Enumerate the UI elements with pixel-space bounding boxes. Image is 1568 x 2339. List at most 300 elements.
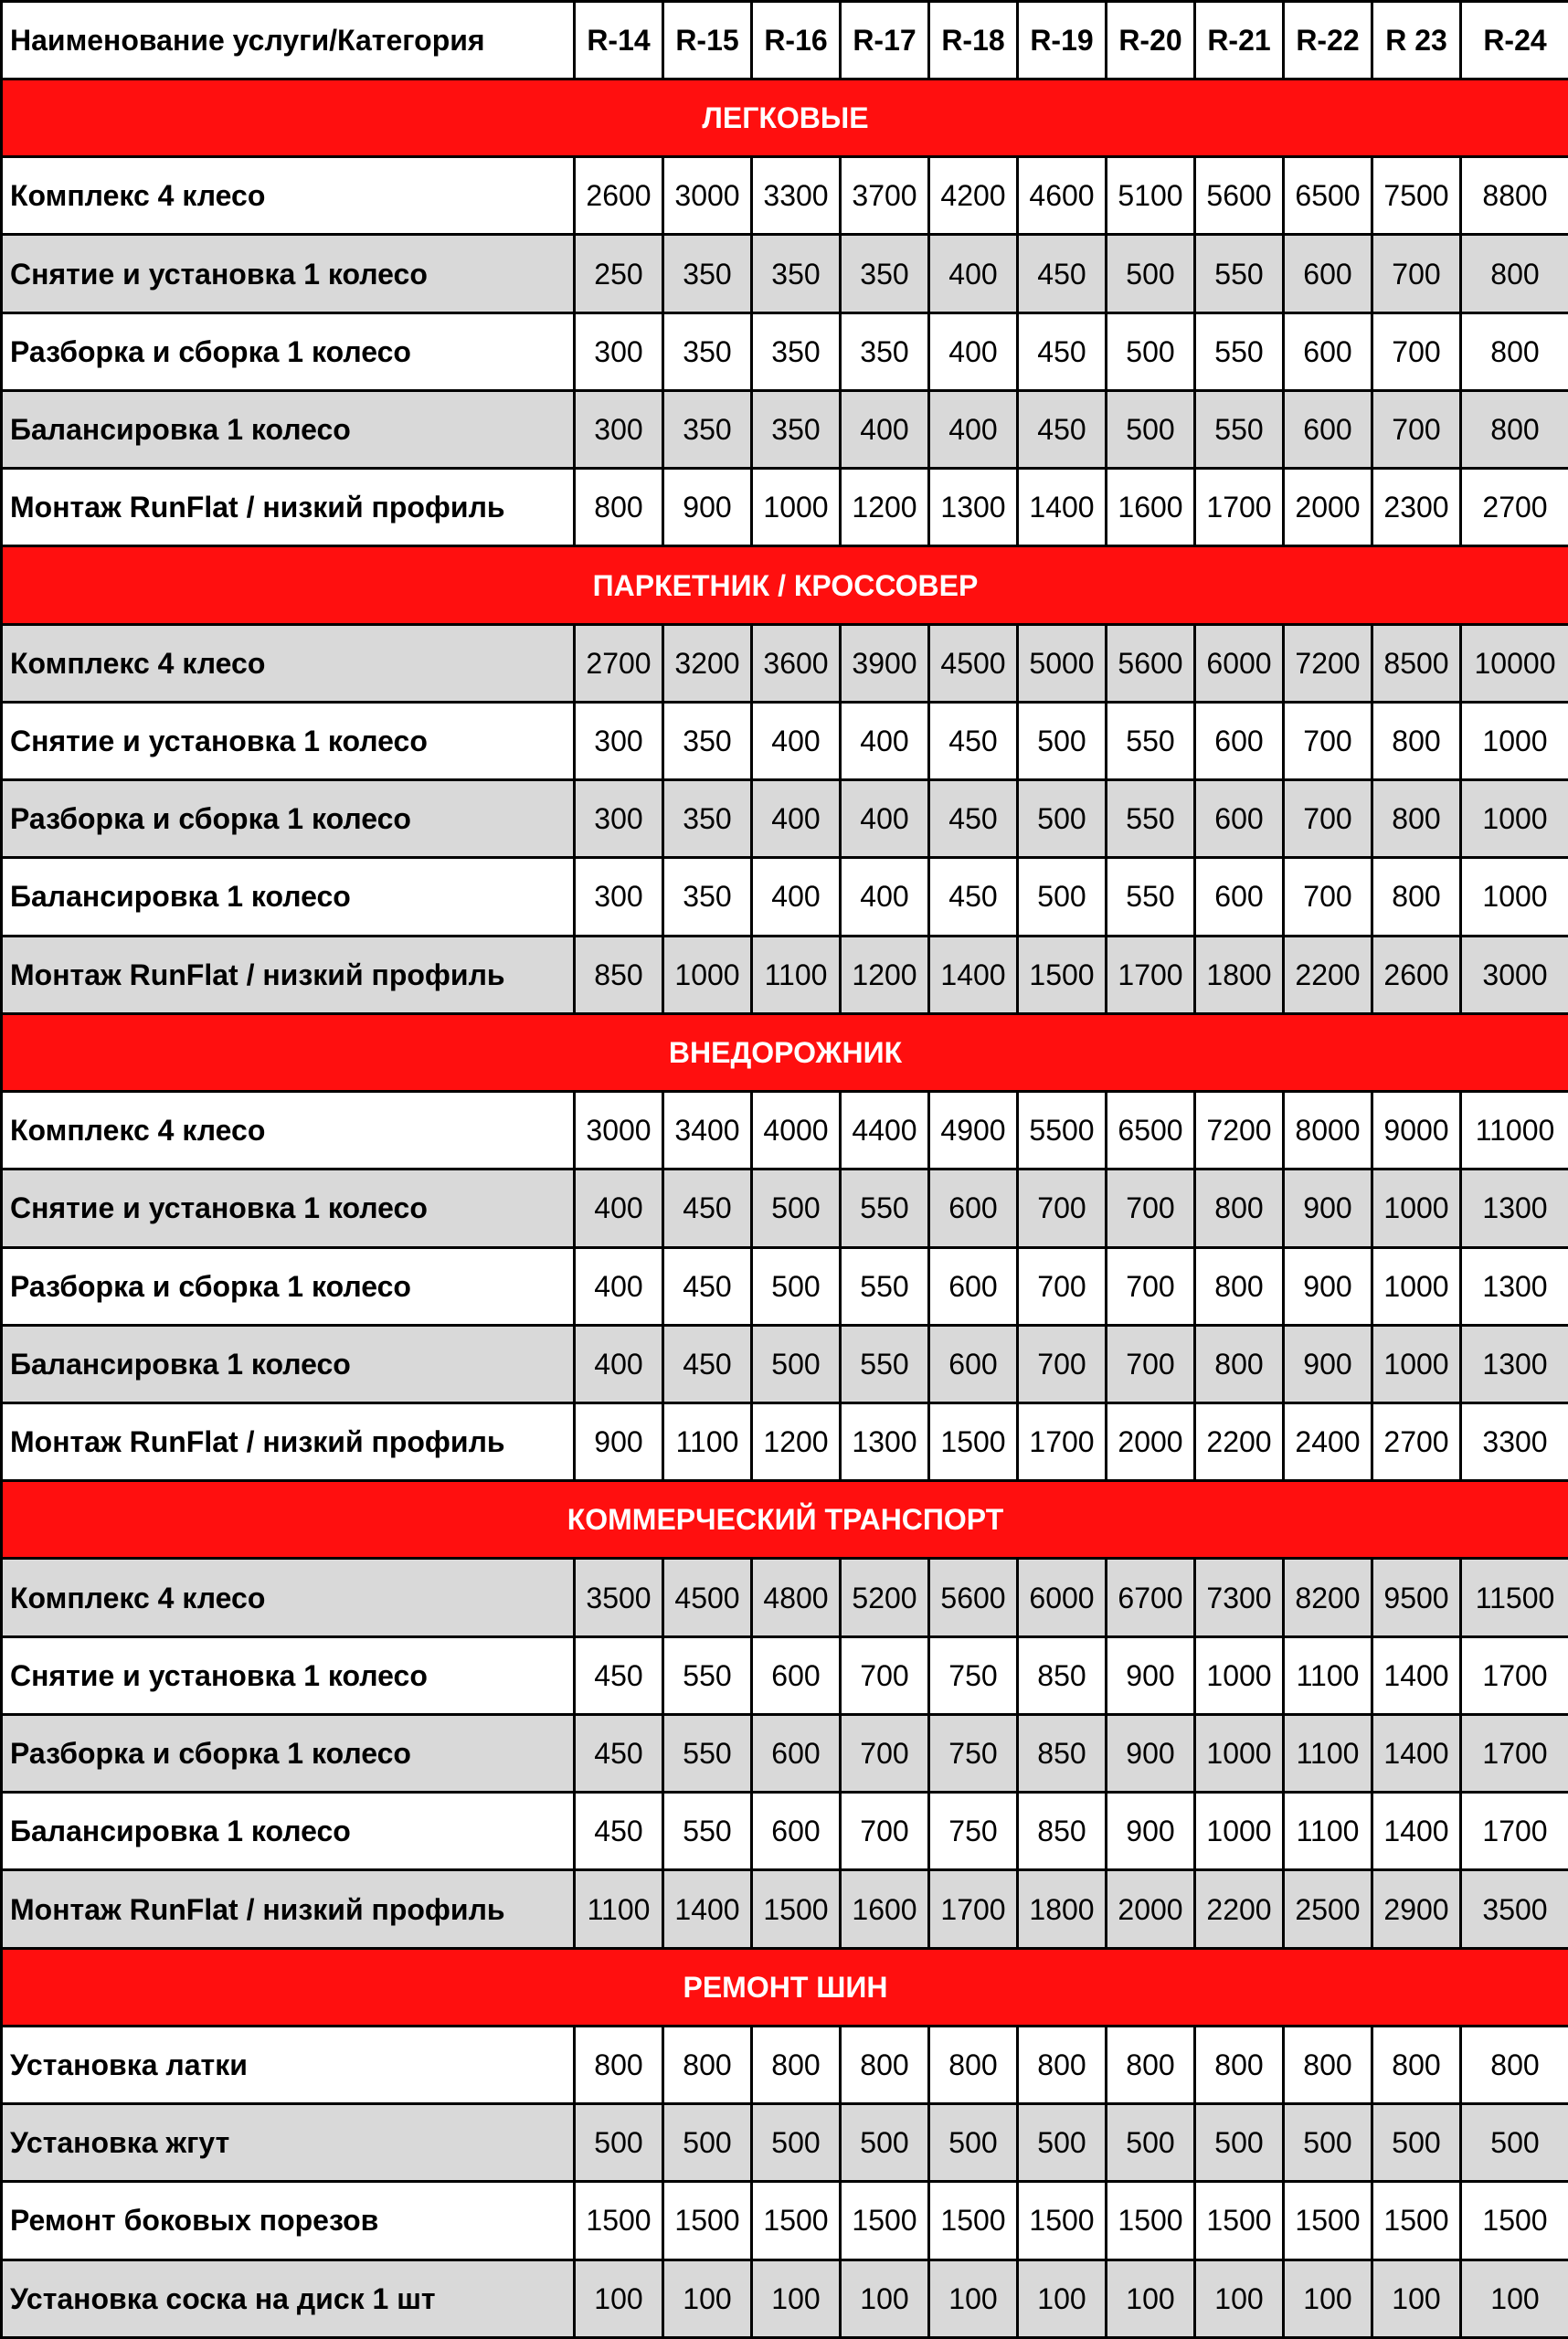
price-cell: 2600	[1372, 936, 1461, 1013]
price-cell: 800	[1372, 780, 1461, 858]
price-cell: 750	[929, 1714, 1018, 1792]
price-cell: 1500	[575, 2182, 663, 2260]
price-cell: 700	[1284, 780, 1372, 858]
price-cell: 850	[1018, 1714, 1107, 1792]
price-cell: 11000	[1461, 1092, 1568, 1170]
price-cell: 1700	[1461, 1636, 1568, 1714]
price-cell: 450	[1018, 235, 1107, 312]
size-column-header: R-16	[752, 2, 841, 79]
price-cell: 8000	[1284, 1092, 1372, 1170]
price-cell: 700	[841, 1636, 929, 1714]
service-row	[2, 936, 1568, 1013]
price-cell: 1700	[1018, 1402, 1107, 1480]
price-cell: 450	[575, 1714, 663, 1792]
price-cell: 800	[1195, 1247, 1284, 1325]
price-cell: 700	[1372, 390, 1461, 468]
price-cell: 500	[929, 2104, 1018, 2182]
service-row	[2, 2104, 1568, 2182]
price-cell: 700	[1018, 1325, 1107, 1402]
price-cell: 500	[663, 2104, 752, 2182]
price-cell: 1100	[752, 936, 841, 1013]
price-cell: 1400	[1372, 1636, 1461, 1714]
price-cell: 550	[841, 1247, 929, 1325]
price-cell: 3000	[663, 157, 752, 235]
service-row	[2, 2026, 1568, 2103]
price-cell: 1500	[1284, 2182, 1372, 2260]
size-column-header: R-20	[1107, 2, 1195, 79]
service-name: Снятие и установка 1 колесо	[2, 235, 575, 312]
price-cell: 450	[663, 1247, 752, 1325]
price-cell: 450	[575, 1636, 663, 1714]
price-cell: 1800	[1018, 1870, 1107, 1948]
service-row	[2, 1870, 1568, 1948]
service-name: Монтаж RunFlat / низкий профиль	[2, 1402, 575, 1480]
price-cell: 1000	[1461, 858, 1568, 936]
price-cell: 1700	[929, 1870, 1018, 1948]
service-row	[2, 1092, 1568, 1170]
price-cell: 1000	[1195, 1636, 1284, 1714]
price-cell: 1500	[1107, 2182, 1195, 2260]
service-row	[2, 1793, 1568, 1870]
service-row	[2, 1402, 1568, 1480]
price-cell: 2600	[575, 157, 663, 235]
price-cell: 3000	[575, 1092, 663, 1170]
service-name: Комплекс 4 клесо	[2, 1559, 575, 1636]
price-cell: 850	[1018, 1636, 1107, 1714]
price-cell: 1000	[1372, 1325, 1461, 1402]
service-row	[2, 1714, 1568, 1792]
price-cell: 1600	[1107, 469, 1195, 546]
service-row	[2, 1636, 1568, 1714]
price-cell: 1700	[1107, 936, 1195, 1013]
price-cell: 800	[663, 2026, 752, 2103]
price-cell: 2200	[1195, 1402, 1284, 1480]
price-cell: 100	[1018, 2260, 1107, 2337]
price-cell: 500	[1018, 702, 1107, 779]
section-title: КОММЕРЧЕСКИЙ ТРАНСПОРТ	[2, 1481, 1568, 1559]
price-cell: 500	[1018, 780, 1107, 858]
price-cell: 3300	[1461, 1402, 1568, 1480]
price-cell: 900	[1284, 1247, 1372, 1325]
price-cell: 8800	[1461, 157, 1568, 235]
price-cell: 7300	[1195, 1559, 1284, 1636]
price-cell: 1300	[841, 1402, 929, 1480]
price-cell: 800	[1284, 2026, 1372, 2103]
price-cell: 1000	[663, 936, 752, 1013]
price-cell: 1600	[841, 1870, 929, 1948]
header-row	[2, 2, 1568, 79]
price-cell: 900	[1284, 1170, 1372, 1247]
header-name-label: Наименование услуги/Категория	[2, 2, 575, 79]
price-cell: 100	[575, 2260, 663, 2337]
price-cell: 400	[575, 1325, 663, 1402]
price-cell: 350	[663, 858, 752, 936]
price-cell: 550	[1107, 858, 1195, 936]
price-cell: 7200	[1195, 1092, 1284, 1170]
price-cell: 100	[752, 2260, 841, 2337]
price-cell: 850	[575, 936, 663, 1013]
service-row	[2, 1325, 1568, 1402]
price-cell: 800	[1372, 858, 1461, 936]
price-cell: 700	[841, 1793, 929, 1870]
price-cell: 450	[929, 702, 1018, 779]
price-cell: 350	[841, 235, 929, 312]
price-cell: 1400	[1372, 1714, 1461, 1792]
price-cell: 750	[929, 1636, 1018, 1714]
price-cell: 1400	[663, 1870, 752, 1948]
price-cell: 9000	[1372, 1092, 1461, 1170]
price-cell: 900	[663, 469, 752, 546]
table-body	[2, 79, 1568, 2338]
price-cell: 400	[841, 390, 929, 468]
price-cell: 350	[663, 312, 752, 390]
price-cell: 3600	[752, 624, 841, 702]
size-column-header: R-24	[1461, 2, 1568, 79]
price-cell: 600	[1284, 312, 1372, 390]
price-cell: 700	[1372, 235, 1461, 312]
price-cell: 1100	[663, 1402, 752, 1480]
size-column-header: R-17	[841, 2, 929, 79]
price-cell: 500	[752, 1325, 841, 1402]
price-cell: 100	[1461, 2260, 1568, 2337]
price-cell: 350	[663, 702, 752, 779]
price-cell: 2900	[1372, 1870, 1461, 1948]
section-header-row	[2, 1013, 1568, 1091]
price-cell: 500	[1195, 2104, 1284, 2182]
price-cell: 500	[752, 1170, 841, 1247]
price-cell: 700	[1018, 1170, 1107, 1247]
price-cell: 1500	[752, 2182, 841, 2260]
size-column-header: R-18	[929, 2, 1018, 79]
price-cell: 2000	[1107, 1402, 1195, 1480]
price-cell: 5100	[1107, 157, 1195, 235]
section-title: ПАРКЕТНИК / КРОССОВЕР	[2, 546, 1568, 624]
price-cell: 550	[663, 1636, 752, 1714]
price-cell: 500	[1284, 2104, 1372, 2182]
price-cell: 1100	[575, 1870, 663, 1948]
price-cell: 450	[1018, 312, 1107, 390]
price-cell: 500	[1461, 2104, 1568, 2182]
price-cell: 700	[1372, 312, 1461, 390]
price-cell: 400	[841, 702, 929, 779]
price-cell: 1000	[752, 469, 841, 546]
price-cell: 6000	[1018, 1559, 1107, 1636]
price-cell: 800	[1461, 235, 1568, 312]
service-row	[2, 858, 1568, 936]
section-title: ЛЕГКОВЫЕ	[2, 79, 1568, 157]
price-cell: 1200	[752, 1402, 841, 1480]
price-cell: 700	[1107, 1325, 1195, 1402]
price-cell: 1000	[1461, 780, 1568, 858]
price-cell: 4500	[929, 624, 1018, 702]
price-cell: 1100	[1284, 1714, 1372, 1792]
price-cell: 900	[1107, 1793, 1195, 1870]
service-name: Снятие и установка 1 колесо	[2, 1170, 575, 1247]
price-cell: 9500	[1372, 1559, 1461, 1636]
price-cell: 700	[1018, 1247, 1107, 1325]
price-cell: 500	[752, 2104, 841, 2182]
service-row	[2, 157, 1568, 235]
price-cell: 600	[1284, 390, 1372, 468]
price-cell: 800	[1372, 702, 1461, 779]
price-cell: 6000	[1195, 624, 1284, 702]
price-cell: 2700	[1372, 1402, 1461, 1480]
price-cell: 2200	[1195, 1870, 1284, 1948]
price-cell: 3400	[663, 1092, 752, 1170]
price-cell: 5600	[929, 1559, 1018, 1636]
price-cell: 400	[841, 858, 929, 936]
price-cell: 450	[929, 780, 1018, 858]
section-title: ВНЕДОРОЖНИК	[2, 1013, 1568, 1091]
price-cell: 2300	[1372, 469, 1461, 546]
price-cell: 2000	[1284, 469, 1372, 546]
service-row	[2, 624, 1568, 702]
service-name: Установка латки	[2, 2026, 575, 2103]
price-cell: 350	[841, 312, 929, 390]
service-row	[2, 1170, 1568, 1247]
price-cell: 1000	[1372, 1247, 1461, 1325]
price-cell: 1500	[752, 1870, 841, 1948]
price-cell: 400	[752, 702, 841, 779]
price-cell: 500	[1018, 2104, 1107, 2182]
price-cell: 1500	[1018, 2182, 1107, 2260]
price-cell: 700	[1107, 1247, 1195, 1325]
price-cell: 4000	[752, 1092, 841, 1170]
price-cell: 1200	[841, 469, 929, 546]
service-name: Установка жгут	[2, 2104, 575, 2182]
price-cell: 1000	[1372, 1170, 1461, 1247]
price-cell: 10000	[1461, 624, 1568, 702]
price-cell: 100	[841, 2260, 929, 2337]
section-header-row	[2, 1948, 1568, 2026]
service-name: Ремонт боковых порезов	[2, 2182, 575, 2260]
price-cell: 100	[929, 2260, 1018, 2337]
price-cell: 1400	[929, 936, 1018, 1013]
price-cell: 800	[1018, 2026, 1107, 2103]
price-cell: 900	[1284, 1325, 1372, 1402]
price-cell: 2400	[1284, 1402, 1372, 1480]
price-cell: 350	[663, 235, 752, 312]
price-cell: 1700	[1461, 1714, 1568, 1792]
size-column-header: R-15	[663, 2, 752, 79]
price-cell: 3300	[752, 157, 841, 235]
price-cell: 500	[1107, 2104, 1195, 2182]
service-name: Монтаж RunFlat / низкий профиль	[2, 936, 575, 1013]
service-name: Комплекс 4 клесо	[2, 624, 575, 702]
price-cell: 6500	[1284, 157, 1372, 235]
price-cell: 800	[752, 2026, 841, 2103]
price-cell: 750	[929, 1793, 1018, 1870]
price-cell: 100	[1195, 2260, 1284, 2337]
price-cell: 1100	[1284, 1636, 1372, 1714]
price-cell: 450	[663, 1170, 752, 1247]
price-cell: 6700	[1107, 1559, 1195, 1636]
price-cell: 500	[1372, 2104, 1461, 2182]
price-cell: 1500	[663, 2182, 752, 2260]
section-header-row	[2, 1481, 1568, 1559]
price-cell: 250	[575, 235, 663, 312]
price-cell: 450	[575, 1793, 663, 1870]
price-cell: 550	[1107, 780, 1195, 858]
price-cell: 2200	[1284, 936, 1372, 1013]
price-cell: 500	[1107, 235, 1195, 312]
price-cell: 550	[1195, 235, 1284, 312]
service-name: Монтаж RunFlat / низкий профиль	[2, 1870, 575, 1948]
price-cell: 550	[663, 1714, 752, 1792]
price-cell: 2700	[575, 624, 663, 702]
price-cell: 300	[575, 858, 663, 936]
price-cell: 1300	[1461, 1170, 1568, 1247]
price-cell: 400	[841, 780, 929, 858]
price-cell: 350	[663, 780, 752, 858]
price-cell: 350	[663, 390, 752, 468]
price-cell: 1100	[1284, 1793, 1372, 1870]
section-header-row	[2, 546, 1568, 624]
price-cell: 2000	[1107, 1870, 1195, 1948]
price-cell: 1300	[929, 469, 1018, 546]
price-cell: 8500	[1372, 624, 1461, 702]
price-cell: 600	[929, 1325, 1018, 1402]
price-cell: 1000	[1461, 702, 1568, 779]
service-row	[2, 1247, 1568, 1325]
price-cell: 600	[929, 1247, 1018, 1325]
price-cell: 100	[1107, 2260, 1195, 2337]
section-title: РЕМОНТ ШИН	[2, 1948, 1568, 2026]
price-cell: 4400	[841, 1092, 929, 1170]
price-cell: 1500	[929, 2182, 1018, 2260]
price-cell: 1500	[1195, 2182, 1284, 2260]
price-cell: 800	[841, 2026, 929, 2103]
price-cell: 350	[752, 312, 841, 390]
price-cell: 900	[575, 1402, 663, 1480]
price-cell: 500	[1107, 390, 1195, 468]
price-cell: 800	[575, 469, 663, 546]
price-cell: 100	[1372, 2260, 1461, 2337]
price-cell: 500	[1107, 312, 1195, 390]
price-cell: 450	[663, 1325, 752, 1402]
price-cell: 800	[1195, 1325, 1284, 1402]
price-cell: 5000	[1018, 624, 1107, 702]
price-cell: 1700	[1195, 469, 1284, 546]
price-cell: 100	[1284, 2260, 1372, 2337]
price-cell: 800	[1107, 2026, 1195, 2103]
price-cell: 4200	[929, 157, 1018, 235]
size-column-header: R-14	[575, 2, 663, 79]
price-cell: 1800	[1195, 936, 1284, 1013]
service-name: Снятие и установка 1 колесо	[2, 702, 575, 779]
price-cell: 450	[929, 858, 1018, 936]
price-cell: 600	[1195, 858, 1284, 936]
price-cell: 600	[1284, 235, 1372, 312]
price-cell: 1500	[1372, 2182, 1461, 2260]
price-cell: 4800	[752, 1559, 841, 1636]
price-cell: 1700	[1461, 1793, 1568, 1870]
price-cell: 400	[929, 312, 1018, 390]
price-cell: 3500	[1461, 1870, 1568, 1948]
service-name: Балансировка 1 колесо	[2, 1325, 575, 1402]
service-row	[2, 390, 1568, 468]
price-cell: 800	[1372, 2026, 1461, 2103]
price-cell: 300	[575, 312, 663, 390]
size-column-header: R 23	[1372, 2, 1461, 79]
price-cell: 1300	[1461, 1247, 1568, 1325]
price-cell: 550	[841, 1325, 929, 1402]
price-cell: 550	[663, 1793, 752, 1870]
service-row	[2, 2182, 1568, 2260]
service-name: Разборка и сборка 1 колесо	[2, 780, 575, 858]
price-cell: 800	[1461, 2026, 1568, 2103]
section-header-row	[2, 79, 1568, 157]
service-row	[2, 1559, 1568, 1636]
price-cell: 1500	[1018, 936, 1107, 1013]
price-cell: 550	[1107, 702, 1195, 779]
price-cell: 3200	[663, 624, 752, 702]
price-cell: 700	[1107, 1170, 1195, 1247]
price-cell: 7200	[1284, 624, 1372, 702]
price-cell: 2700	[1461, 469, 1568, 546]
price-cell: 100	[663, 2260, 752, 2337]
service-row	[2, 780, 1568, 858]
price-cell: 1300	[1461, 1325, 1568, 1402]
price-cell: 700	[1284, 702, 1372, 779]
price-cell: 1400	[1018, 469, 1107, 546]
service-name: Разборка и сборка 1 колесо	[2, 312, 575, 390]
price-cell: 5200	[841, 1559, 929, 1636]
price-cell: 7500	[1372, 157, 1461, 235]
price-cell: 400	[752, 858, 841, 936]
price-cell: 4600	[1018, 157, 1107, 235]
price-cell: 1500	[929, 1402, 1018, 1480]
price-cell: 5500	[1018, 1092, 1107, 1170]
price-cell: 500	[1018, 858, 1107, 936]
price-cell: 600	[1195, 702, 1284, 779]
price-cell: 400	[575, 1170, 663, 1247]
price-cell: 550	[841, 1170, 929, 1247]
price-cell: 3500	[575, 1559, 663, 1636]
price-cell: 1200	[841, 936, 929, 1013]
price-cell: 550	[1195, 390, 1284, 468]
price-cell: 400	[752, 780, 841, 858]
price-cell: 8200	[1284, 1559, 1372, 1636]
price-cell: 600	[752, 1793, 841, 1870]
price-cell: 600	[752, 1714, 841, 1792]
service-name: Разборка и сборка 1 колесо	[2, 1247, 575, 1325]
price-cell: 350	[752, 390, 841, 468]
price-cell: 450	[1018, 390, 1107, 468]
price-cell: 500	[752, 1247, 841, 1325]
price-cell: 4900	[929, 1092, 1018, 1170]
service-name: Балансировка 1 колесо	[2, 1793, 575, 1870]
size-column-header: R-21	[1195, 2, 1284, 79]
service-row	[2, 235, 1568, 312]
price-cell: 700	[1284, 858, 1372, 936]
price-cell: 800	[1461, 390, 1568, 468]
service-name: Балансировка 1 колесо	[2, 858, 575, 936]
price-cell: 800	[1195, 1170, 1284, 1247]
service-name: Установка соска на диск 1 шт	[2, 2260, 575, 2337]
price-cell: 300	[575, 702, 663, 779]
price-cell: 3000	[1461, 936, 1568, 1013]
price-cell: 5600	[1195, 157, 1284, 235]
price-cell: 800	[1195, 2026, 1284, 2103]
price-cell: 2500	[1284, 1870, 1372, 1948]
price-cell: 11500	[1461, 1559, 1568, 1636]
service-row	[2, 2260, 1568, 2337]
size-column-header: R-22	[1284, 2, 1372, 79]
service-row	[2, 469, 1568, 546]
service-name: Разборка и сборка 1 колесо	[2, 1714, 575, 1792]
price-cell: 3900	[841, 624, 929, 702]
